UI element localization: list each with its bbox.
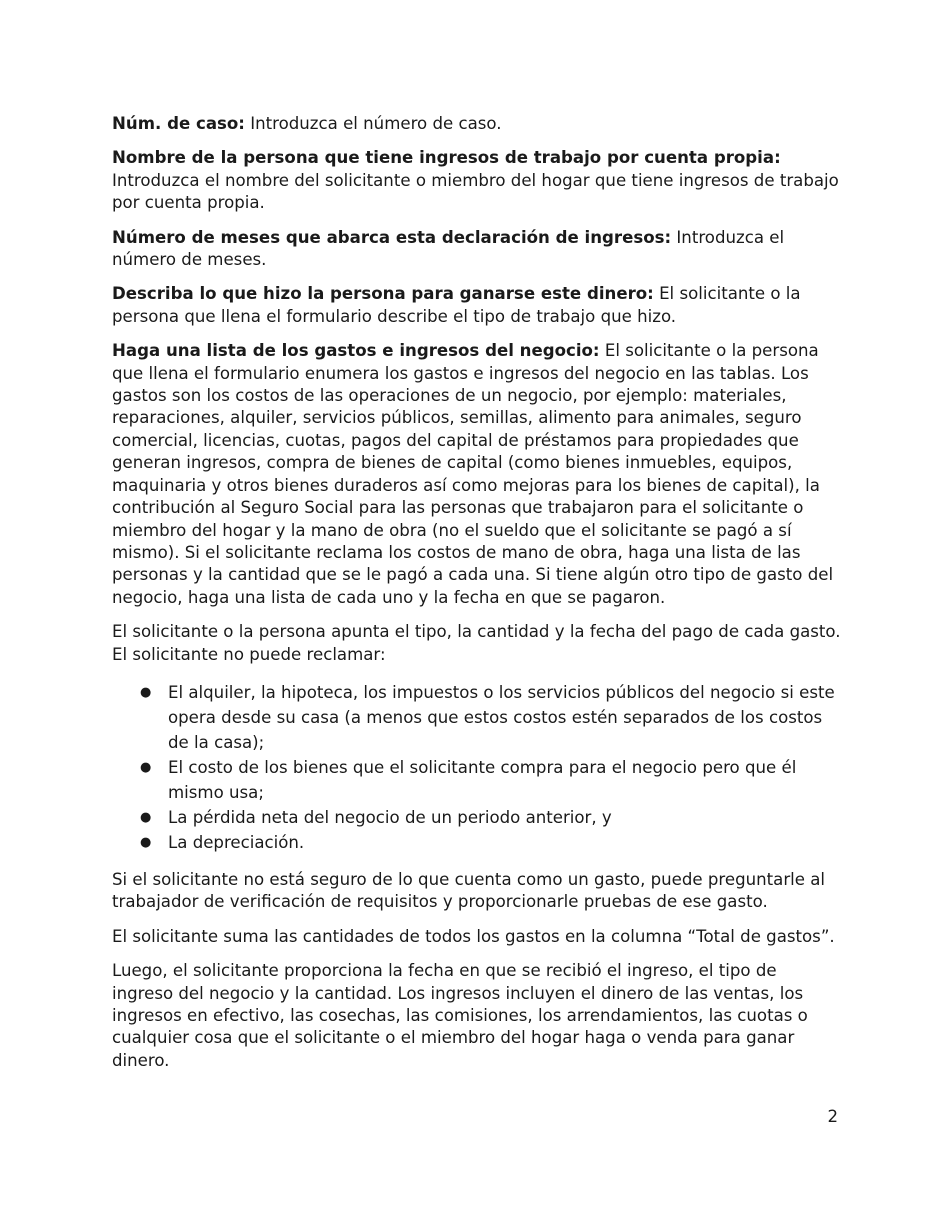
cannot-claim-intro: El solicitante o la persona apunta el tipo, la cantidad y la fecha del pago de cada gasto. El solicitante no puede reclamar: [112,622,841,664]
page-number: 2 [827,1107,838,1126]
unsure-expense-paragraph: Si el solicitante no está seguro de lo que cuenta como un gasto, puede preguntarle al trabajador de verificación de requisitos y proporcionarle pruebas de ese gasto. [112,869,826,912]
months-label: Número de meses que abarca esta declaración de ingresos: [112,227,672,247]
document-page [112,113,842,1084]
months-paragraph [112,227,842,272]
work-description-label: Describa lo que hizo la persona para ganarse este dinero: [112,284,654,304]
expenses-income-label: Haga una lista de los gastos e ingresos del negocio: [112,341,600,361]
bullet-icon: ● [140,834,152,850]
case-number-text: Introduzca el número de caso. [244,114,502,133]
bullet-icon: ● [140,809,152,825]
list-item [112,755,842,805]
list-item-text: La depreciación. [168,832,305,852]
list-item-text: El alquiler, la hipoteca, los impuestos o los servicios públicos del negocio si este opera desde su casa (a menos que estos costos estén separados de los costos de la casa); [168,682,835,752]
income-paragraph: Luego, el solicitante proporciona la fecha en que se recibió el ingreso, el tipo de ingreso del negocio y la cantidad. Los ingresos incluyen el dinero de las ventas, los ingresos en efectivo, las cosechas, las comisiones, los arrendamientos, las cuotas o cualquier cosa que el solicitante o el miembro del hogar haga o venda para ganar dinero. [112,961,808,1070]
list-item [112,830,842,855]
case-number-label: Núm. de caso: [112,114,245,133]
work-description-text: El solicitante o la persona que llena el formulario describe el tipo de trabajo que hizo. [112,284,801,326]
work-description-paragraph [112,283,842,328]
case-number-paragraph [112,113,842,135]
list-item-text: El costo de los bienes que el solicitante compra para el negocio pero que él mismo usa; [168,757,797,802]
person-name-text: Introduzca el nombre del solicitante o miembro del hogar que tiene ingresos de trabajo por cuenta propia. [112,170,839,213]
list-item [112,805,842,830]
expenses-income-text: El solicitante o la persona que llena el formulario enumera los gastos e ingresos del negocio en las tablas. Los gastos son los costos de las operaciones de un negocio, por ejemplo: materiales, reparaciones, alquiler, servicios públicos, semillas, alimento para animales, seguro comercial, licencias, cuotas, pagos del capital de préstamos para propiedades que generan ingresos, compra de bienes de capital (como bienes inmuebles, equipos, maquinaria y otros bienes duraderos así como mejoras para los bienes de capital), la contribución al Seguro Social para las personas que trabajaron para el solicitante o miembro del hogar y la mano de obra (no el sueldo que el solicitante se pagó a sí mismo). Si el solicitante reclama los costos de mano de obra, haga una lista de las personas y la cantidad que se le pagó a cada una. Si tiene algún otro tipo de gasto del negocio, haga una lista de cada uno y la fecha en que se pagaron. [112,341,834,607]
cannot-claim-list [112,680,842,855]
bullet-icon: ● [140,684,152,700]
total-expenses-paragraph: El solicitante suma las cantidades de todos los gastos en la columna “Total de gastos”. [112,926,835,946]
list-item [112,680,842,755]
bullet-icon: ● [140,759,152,775]
months-text: Introduzca el número de meses. [112,227,785,270]
person-name-paragraph [112,147,842,214]
list-item-text: La pérdida neta del negocio de un periodo anterior, y [168,807,612,827]
expenses-income-paragraph [112,340,842,609]
person-name-label: Nombre de la persona que tiene ingresos de trabajo por cuenta propia: [112,148,781,168]
